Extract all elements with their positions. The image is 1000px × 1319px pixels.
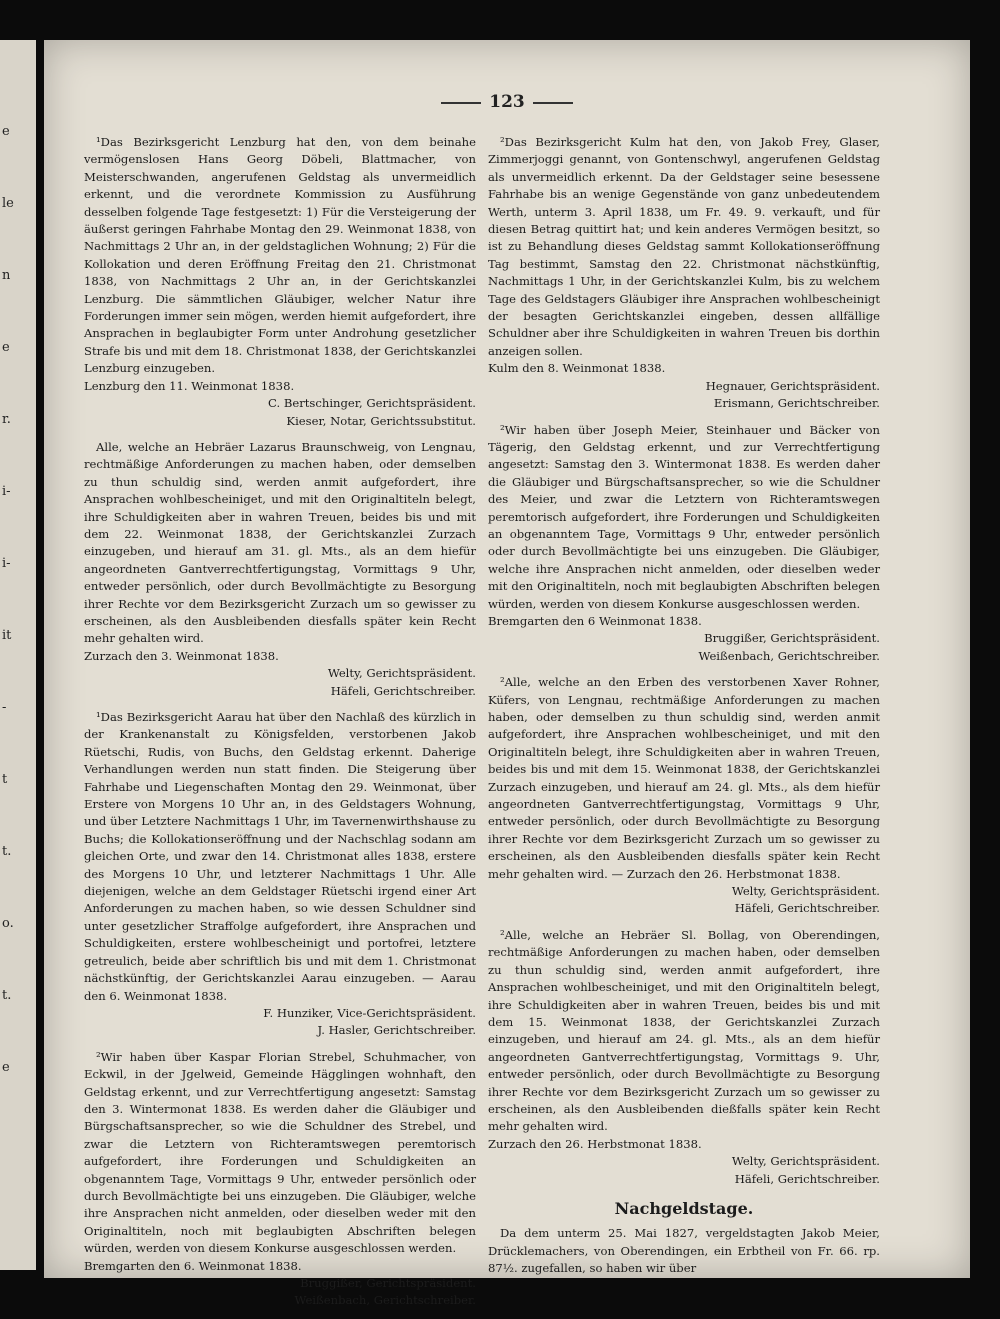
left-page-fragment: e [2,124,10,139]
left-page-fragment: e [2,1060,10,1075]
notice-text: ²Wir haben über Kaspar Florian Strebel, Schuhmacher, von Eckwil, in der Jgelweid, Gemeinde Hägglingen wohnhaft, den Geldstag erkennt, und zur Verrechtfertigung angesetzt: Samstag den 3. Wintermonat 1838. Es werden daher die Gläubiger und Bürgschaftsansprecher, so wie die Schuldner des Strebel, und zwar die Letztern von Richteramtswegen peremtorisch aufgefordert, ihre Forderungen und Schuldigkeiten an obgenanntem Tage, Vormittags 9 Uhr, entweder persönlich oder durch Bevollmächtigte bei uns einzugeben. Die Gläubiger, welche ihre Ansprachen nicht anmelden, oder dieselben weder mit den Originaltiteln, noch mit beglaubigten Abschriften belegen würden, werden von diesem Konkurse ausgeschlossen werden. [84,1049,476,1256]
left-page-fragment: t. [2,844,12,859]
notice-text: ²Alle, welche an den Erben des verstorbenen Xaver Rohner, Küfers, von Lengnau, rechtmäßige Anforderungen zu machen haben, oder demselben zu thun schuldig sind, werden anmit aufgefordert, ihre Ansprachen wohlbescheiniget, und mit den Originaltiteln belegt, ihre Schuldigkeiten aber in wahren Treuen, beides bis und mit dem 15. Weinmonat 1838, der Gerichtskanzlei Zurzach einzugeben, und hierauf am 24. gl. Mts., als dem hiefür angeordneten Gantverrechtfertigungstag, Vormittags 9 Uhr, entweder persönlich, oder durch Bevollmächtigte zu Besorgung ihrer Rechte vor dem Bezirksgericht Zurzach um so gewisser zu erscheinen, als den Ausbleibenden diesfalls später kein Recht mehr gehalten wird. — Zurzach den 26. Herbstmonat 1838. [488,675,880,881]
notice-text: ²Alle, welche an Hebräer Sl. Bollag, von Oberendingen, rechtmäßige Anforderungen zu machen haben, oder demselben zu thun schuldig sind, werden anmit aufgefordert, ihre Ansprachen wohlbescheiniget, und mit den Originaltiteln belegt, ihre Schuldigkeiten aber in wahren Treuen, beides bis und mit dem 15. Weinmonat 1838, der Gerichtskanzlei Zurzach einzugeben, und hierauf am 24. gl. Mts., als an dem hiefür angeordneten Gantverrechtfertigungstag, Vormittags 9. Uhr, entweder persönlich, oder durch Bevollmächtigte zu Besorgung ihrer Rechte vor dem Bezirksgericht Zurzach um so gewisser zu erscheinen, als den Ausbleibenden dießfalls später kein Recht mehr gehalten wird. [488,927,880,1134]
section-title: Nachgeldstage. [614,1198,754,1218]
left-page-fragment: n [2,268,11,283]
notice-signature: Welty, Gerichtspräsident. [731,884,880,899]
notice-signature: Welty, Gerichtspräsident. [731,1154,880,1169]
notice-signature: Bruggißer, Gerichtspräsident. [704,631,880,646]
left-page-fragment: i- [2,484,11,499]
notice-signature: Erismann, Gerichtschreiber. [713,396,880,411]
notice-signature: C. Bertschinger, Gerichtspräsident. [268,396,476,411]
notice-signature: F. Hunziker, Vice-Gerichtspräsident. [263,1005,476,1020]
header-rule-right [533,102,573,104]
notice-dateline: Lenzburg den 11. Weinmonat 1838. [84,378,295,393]
notice-signature: Hegnauer, Gerichtspräsident. [705,378,880,393]
notice-signature: Weißenbach, Gerichtschreiber. [294,1293,476,1308]
left-page-edge [0,40,36,1270]
notice-text: Alle, welche an Hebräer Lazarus Braunschweig, von Lengnau, rechtmäßige Anforderungen zu machen haben, oder demselben zu thun schuldig sind, werden anmit aufgefordert, ihre Ansprachen wohlbescheiniget, und mit den Originaltiteln belegt, ihre Schuldigkeiten aber in wahren Treuen, beides bis und mit dem 22. Weinmonat 1838, der Gerichtskanzlei Zurzach einzugeben, und hierauf am 31. gl. Mts., als an dem hiefür angeordneten Gantverrechtfertigungstag, Vormittags 9 Uhr, entweder persönlich, oder durch Bevollmächtigte zu Besorgung ihrer Rechte vor dem Bezirksgericht Zurzach um so gewisser zu erscheinen, als den Ausbleibenden diesfalls später kein Recht mehr gehalten wird. [84,439,476,646]
left-page-fragment: t. [2,988,12,1003]
notice-dateline: Bremgarten den 6. Weinmonat 1838. [84,1258,302,1273]
notice-text: ¹Das Bezirksgericht Lenzburg hat den, von dem beinahe vermögenslosen Hans Georg Döbeli, Blattmacher, von Meisterschwanden, angerufenen Geldstag als unvermeidlich erkennt, und die verordnete Kommission zu Ausführung desselben folgende Tage festgesetzt: 1) Für die Versteigerung der äußerst geringen Fahrhabe Montag den 29. Weinmonat 1838, von Nachmittags 2 Uhr an, in der geldstaglichen Wohnung; 2) Für die Kollokation und deren Eröffnung Freitag den 21. Christmonat 1838, von Nachmittags 2 Uhr an, in der Gerichtskanzlei Lenzburg. Die sämmtlichen Gläubiger, welcher Natur ihre Forderungen immer sein mögen, werden hiemit aufgefordert, ihre Ansprachen in beglaubigter Form unter Androhung gesetzlicher Strafe bis und mit dem 18. Christmonat 1838, der Gerichtskanzlei Lenzburg einzugeben. [84,135,476,376]
final-entry [488,1225,880,1277]
notice-signature: J. Hasler, Gerichtschreiber. [317,1023,476,1038]
notice-signature: Welty, Gerichtspräsident. [327,666,476,681]
notice-entry [488,674,880,918]
document-page [44,40,970,1308]
left-page-fragment: r. [2,412,11,427]
notice-text: ²Das Bezirksgericht Kulm hat den, von Jakob Frey, Glaser, Zimmerjoggi genannt, von Gontenschwyl, angerufenen Geldstag als unvermeidlich erkennt. Da der Geldstager seine besessene Fahrhabe bis an wenige Gegenstände von ganz unbedeutendem Werth, unterm 3. April 1838, um Fr. 49. 9. verkauft, und für diesen Betrag quittirt hat; und kein anderes Vermögen besitzt, so ist zu Behandlung dieses Geldstag sammt Kollokationseröffnung Tag bestimmt, Samstag den 22. Christmonat nächstkünftig, Nachmittags 1 Uhr, in der Gerichtskanzlei Kulm, bis zu welchem Tage des Geldstagers Gläubiger ihre Ansprachen wohlbescheinigt der besagten Gerichtskanzlei eingeben, dessen allfällige Schuldner aber ihre Schuldigkeiten in wahren Treuen bis dorthin anzeigen sollen. [488,135,880,358]
notice-entry [488,422,880,666]
notice-dateline: Zurzach den 3. Weinmonat 1838. [84,648,279,663]
notice-dateline: Bremgarten den 6 Weinmonat 1838. [488,613,702,628]
notice-signature: Kieser, Notar, Gerichtssubstitut. [286,413,476,428]
notice-signature: Weißenbach, Gerichtschreiber. [698,648,880,663]
notice-dateline: Zurzach den 26. Herbstmonat 1838. [488,1136,702,1151]
final-text: Da dem unterm 25. Mai 1827, vergeldstagten Jakob Meier, Drücklemachers, von Oberendingen, ein Erbtheil von Fr. 66. rp. 87½. zugefallen, so haben wir über [488,1226,880,1276]
left-page-fragment: t [2,772,8,787]
left-page-fragment: i- [2,556,11,571]
notice-entry [84,709,476,1040]
notice-entry [84,1049,476,1310]
left-page-fragment: le [2,196,14,211]
page-header [44,92,970,112]
notice-entry [84,439,476,700]
notice-entry [488,927,880,1188]
notice-text: ²Wir haben über Joseph Meier, Steinhauer und Bäcker von Tägerig, den Geldstag erkennt, und zur Verrechtfertigung angesetzt: Samstag den 3. Wintermonat 1838. Es werden daher die Gläubiger und Bürgschaftsansprecher, so wie die Schuldner des Meier, und zwar die Letztern von Richteramtswegen peremtorisch aufgefordert, ihre Forderungen und Schuldigkeiten an obgenanntem Tage, Vormittags 9 Uhr, entweder persönlich oder durch Bevollmächtigte bei uns einzugeben. Die Gläubiger, welche ihre Ansprachen nicht anmelden, oder dieselben weder mit den Originaltiteln, noch mit beglaubigten Abschriften belegen würden, werden von diesem Konkurse ausgeschlossen werden. [488,422,880,611]
left-column [84,134,476,1319]
notice-entry [84,134,476,430]
notice-signature: Bruggißer, Gerichtspräsident. [300,1276,476,1290]
page-number: 123 [489,92,525,112]
notice-entry [488,134,880,413]
notice-text: ¹Das Bezirksgericht Aarau hat über den Nachlaß des kürzlich in der Krankenanstalt zu Königsfelden, verstorbenen Jakob Rüetschi, Rudis, von Buchs, den Geldstag erkennt. Daherige Verhandlungen werden nun statt finden. Die Steigerung über Fahrhabe und Liegenschaften Montag den 29. Weinmonat, über Erstere von Morgens 10 Uhr an, in des Geldstagers Wohnung, und über Letztere Nachmittags 1 Uhr, im Tavernenwirthshause zu Buchs; die Kollokationseröffnung und der Nachschlag sodann am gleichen Orte, und zwar den 14. Christmonat alles 1838, erstere des Morgens 10 Uhr, und letzterer Nachmittags 1 Uhr. Alle diejenigen, welche an dem Geldstager Rüetschi irgend einer Art Anforderungen zu machen haben, so wie dessen Schuldner sind unter gesetzlicher Straffolge aufgefordert, ihre Ansprachen und Schuldigkeiten, erstere wohlbescheinigt und portofrei, letztere getreulich, beide aber schriftlich bis und mit dem 1. Christmonat nächstkünftig, der Gerichtskanzlei Aarau einzugeben. — Aarau den 6. Weinmonat 1838. [84,710,476,1003]
left-page-fragment: e [2,340,10,355]
left-page-fragment: - [2,700,7,715]
header-rule-left [441,102,481,104]
right-column [488,134,880,1287]
left-page-fragment: it [2,628,12,643]
notice-signature: Häfeli, Gerichtschreiber. [734,901,880,916]
notice-signature: Häfeli, Gerichtschreiber. [330,683,476,698]
left-page-fragment: o. [2,916,14,931]
notice-signature: Häfeli, Gerichtschreiber. [734,1171,880,1186]
notice-dateline: Kulm den 8. Weinmonat 1838. [488,361,666,376]
